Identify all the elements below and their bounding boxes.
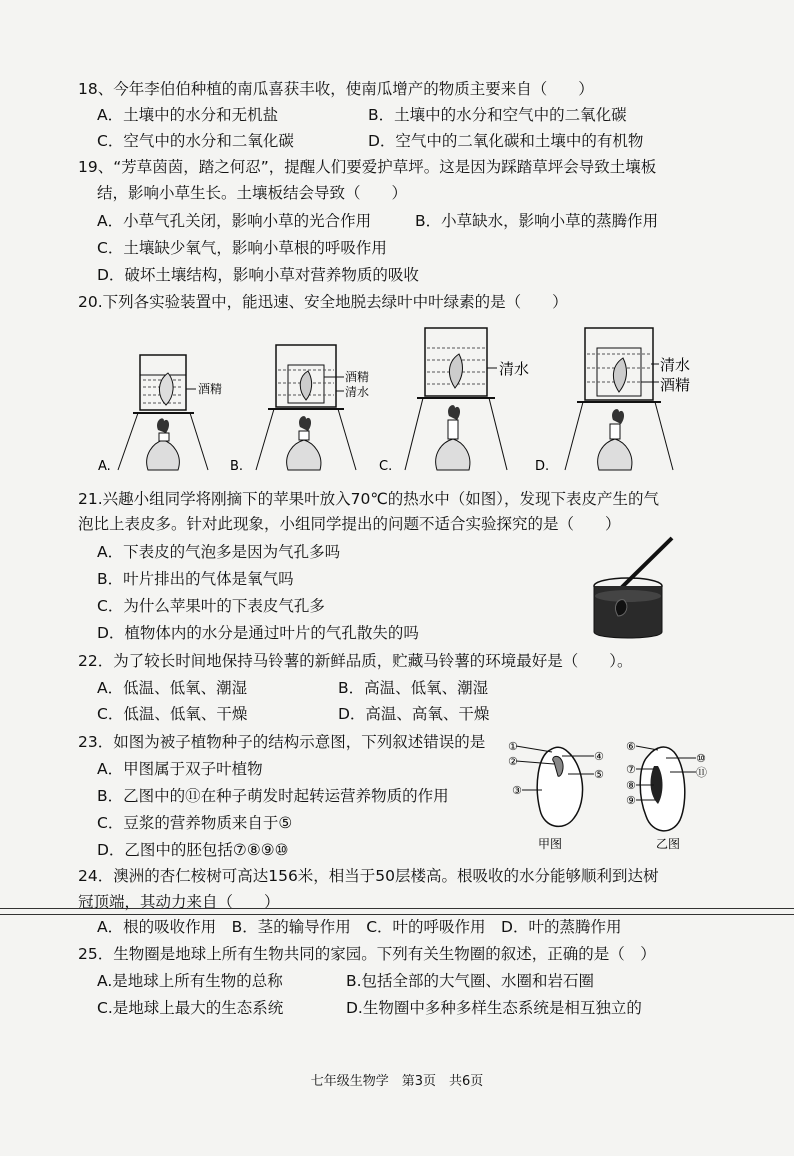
q18-option-a: A．土壤中的水分和无机盐 <box>97 106 279 124</box>
seed-label-11: ⑪ <box>696 766 707 779</box>
q21-option-a: A．下表皮的气泡多是因为气孔多吗 <box>97 543 341 561</box>
q20-figure-b-option: B. <box>230 459 244 474</box>
seed-label-6: ⑥ <box>626 740 636 753</box>
q19-option-a: A．小草气孔关闭，影响小草的光合作用 <box>97 212 372 230</box>
q25-stem: 25．生物圈是地球上所有生物共同的家园。下列有关生物圈的叙述，正确的是（ ） <box>78 945 656 963</box>
q20-figure-d-label-alcohol: 酒精 <box>660 376 691 394</box>
q18-option-b: B．土壤中的水分和空气中的二氧化碳 <box>368 106 627 124</box>
q20-figure-c-option: C. <box>379 459 393 474</box>
q23-seed-figures <box>508 736 714 856</box>
q22-option-a: A．低温、低氧、潮湿 <box>97 679 248 697</box>
seed-label-2: ② <box>508 755 518 768</box>
q18-option-c: C．空气中的水分和二氧化碳 <box>97 132 294 150</box>
q21-option-d: D．植物体内的水分是通过叶片的气孔散失的吗 <box>97 624 419 642</box>
q20-figure-c-label-water: 清水 <box>499 360 530 378</box>
q22-option-d: D．高温、高氧、干燥 <box>338 705 490 723</box>
q24-stem-line1: 24．澳洲的杏仁桉树可高达156米，相当于50层楼高。根吸收的水分能够顺利到达树 <box>78 867 659 885</box>
seed-label-4: ④ <box>594 750 604 763</box>
q18-stem: 18、今年李伯伯种植的南瓜喜获丰收，使南瓜增产的物质主要来自（ ） <box>78 80 594 98</box>
q20-figure-d-label-water: 清水 <box>660 356 691 374</box>
q21-stem-line1: 21.兴趣小组同学将刚摘下的苹果叶放入70℃的热水中（如图），发现下表皮产生的气 <box>78 490 660 508</box>
q20-figure-a-label-alcohol: 酒精 <box>198 382 223 396</box>
q20-figure-d <box>533 320 713 475</box>
fold-line-bottom <box>0 914 794 915</box>
q23-option-c: C．豆浆的营养物质来自于⑤ <box>97 814 293 832</box>
q21-beaker-figure <box>588 536 678 640</box>
q25-option-a: A.是地球上所有生物的总称 <box>97 972 283 990</box>
q23-option-d: D．乙图中的胚包括⑦⑧⑨⑩ <box>97 841 289 859</box>
q23-figure-jia-caption: 甲图 <box>538 837 563 851</box>
fold-line-top <box>0 908 794 909</box>
q19-option-d: D．破坏土壤结构，影响小草对营养物质的吸收 <box>97 266 419 284</box>
q20-stem: 20.下列各实验装置中，能迅速、安全地脱去绿叶中叶绿素的是（ ） <box>78 293 568 311</box>
q22-option-c: C．低温、低氧、干燥 <box>97 705 248 723</box>
seed-label-5: ⑤ <box>594 768 604 781</box>
q21-option-b: B．叶片排出的气体是氧气吗 <box>97 570 294 588</box>
q20-figure-b-label-alcohol: 酒精 <box>345 370 370 384</box>
q22-option-b: B．高温、低氧、潮湿 <box>338 679 489 697</box>
q23-option-a: A．甲图属于双子叶植物 <box>97 760 263 778</box>
seed-label-3: ③ <box>512 784 522 797</box>
q24-options: A．根的吸收作用 B．茎的输导作用 C．叶的呼吸作用 D．叶的蒸腾作用 <box>97 918 622 936</box>
q20-figure-b <box>228 325 378 475</box>
q22-stem: 22．为了较长时间地保持马铃薯的新鲜品质，贮藏马铃薯的环境最好是（ ）。 <box>78 652 633 670</box>
seed-label-8: ⑧ <box>626 779 636 792</box>
q23-option-b: B．乙图中的⑪在种子萌发时起转运营养物质的作用 <box>97 787 449 805</box>
q19-stem-line1: 19、“芳草茵茵，踏之何忍”，提醒人们要爱护草坪。这是因为踩踏草坪会导致土壤板 <box>78 158 657 176</box>
q21-option-c: C．为什么苹果叶的下表皮气孔多 <box>97 597 325 615</box>
q23-figure-yi-caption: 乙图 <box>656 837 681 851</box>
page-footer: 七年级生物学 第3页 共6页 <box>310 1074 484 1089</box>
q25-option-c: C.是地球上最大的生态系统 <box>97 999 284 1017</box>
seed-label-7: ⑦ <box>626 763 636 776</box>
q20-figure-c <box>375 318 545 475</box>
q20-figure-b-label-water: 清水 <box>345 385 370 399</box>
seed-label-10: ⑩ <box>696 752 706 765</box>
seed-label-1: ① <box>508 740 518 753</box>
q19-stem-line2: 结，影响小草生长。土壤板结会导致（ ） <box>97 184 408 202</box>
q23-stem: 23．如图为被子植物种子的结构示意图，下列叙述错误的是 <box>78 733 486 751</box>
q20-figure-d-option: D. <box>535 459 550 474</box>
q25-option-d: D.生物圈中多种多样生态系统是相互独立的 <box>346 999 642 1017</box>
q19-option-c: C．土壤缺少氧气，影响小草根的呼吸作用 <box>97 239 387 257</box>
q19-option-b: B．小草缺水，影响小草的蒸腾作用 <box>415 212 659 230</box>
q20-figure-a-option: A. <box>98 459 111 474</box>
q18-option-d: D．空气中的二氧化碳和土壤中的有机物 <box>368 132 644 150</box>
q21-stem-line2: 泡比上表皮多。针对此现象，小组同学提出的问题不适合实验探究的是（ ） <box>78 515 621 533</box>
q25-option-b: B.包括全部的大气圈、水圈和岩石圈 <box>346 972 595 990</box>
q24-stem-line2: 冠顶端，其动力来自（ ） <box>78 893 280 911</box>
q20-figure-a <box>98 325 248 475</box>
seed-label-9: ⑨ <box>626 794 636 807</box>
